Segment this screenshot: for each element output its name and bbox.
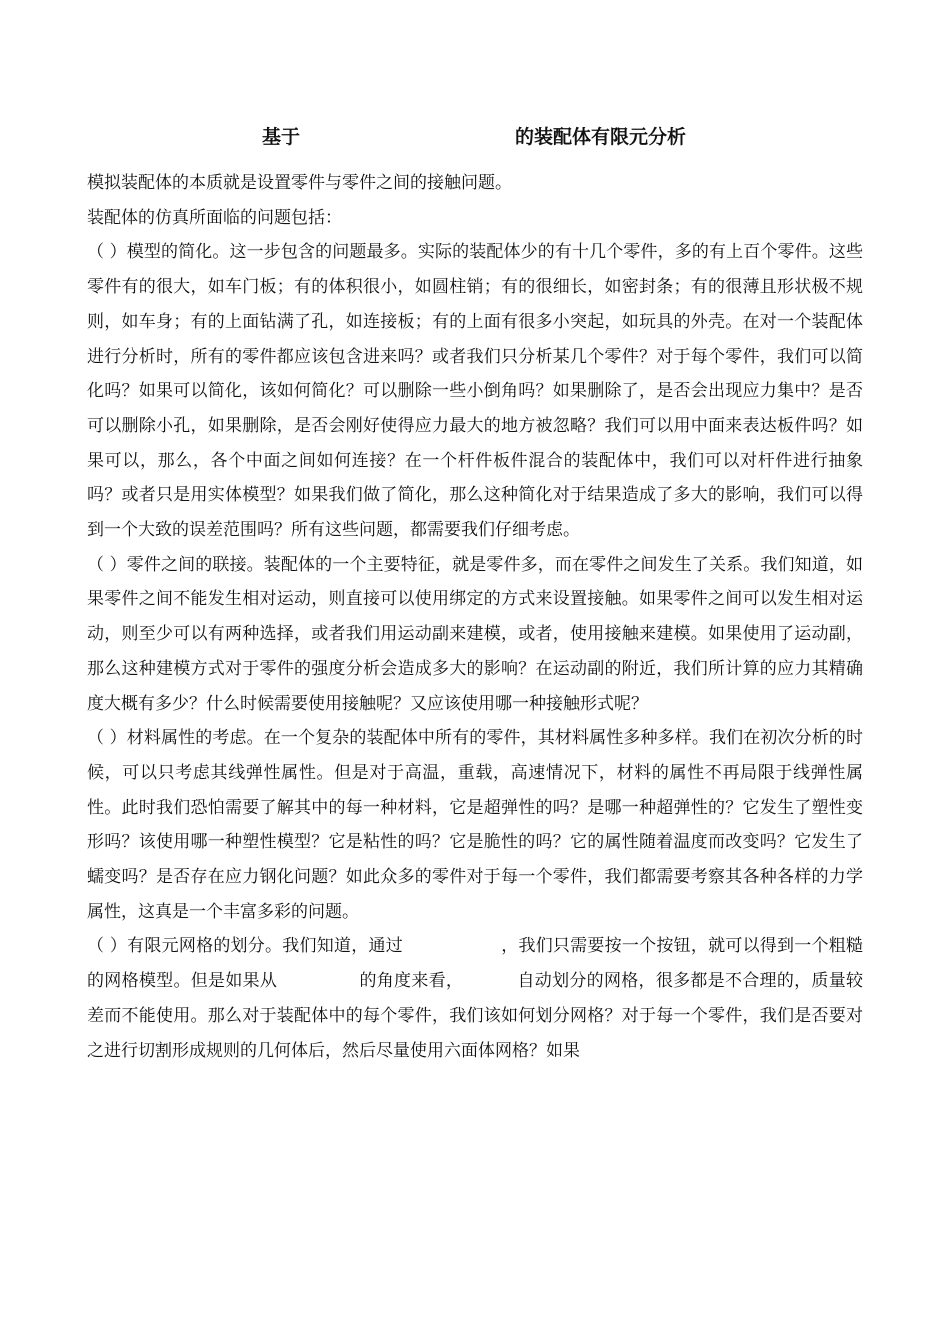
document-body [87, 166, 863, 1068]
intro-paragraph-2: 装配体的仿真所面临的问题包括： [87, 207, 342, 228]
paragraph-model-simplification: （ ）模型的简化。这一步包含的问题最多。实际的装配体少的有十几个零件，多的有上百个零件。这些零件有的很大，如车门板；有的体积很小，如圆柱销；有的很细长，如密封条；有的很薄且形状极不规则，如车身；有的上面钻满了孔，如连接板；有的上面有很多小突起，如玩具的外壳。在对一个装配体进行分析时，所有的零件都应该包含进来吗？或者我们只分析某几个零件？对于每个零件，我们可以简化吗？如果可以简化，该如何简化？可以删除一些小倒角吗？如果删除了，是否会出现应力集中？是否可以删除小孔，如果删除，是否会刚好使得应力最大的地方被忽略？我们可以用中面来表达板件吗？如果可以，那么，各个中面之间如何连接？在一个杆件板件混合的装配体中，我们可以对杆件进行抽象吗？或者只是用实体模型？如果我们做了简化，那么这种简化对于结果造成了多大的影响，我们可以得到一个大致的误差范围吗？所有这些问题，都需要我们仔细考虑。 [87, 242, 863, 541]
title-right: 的装配体有限元分析 [515, 126, 687, 148]
paragraph-material-properties: （ ）材料属性的考虑。在一个复杂的装配体中所有的零件，其材料属性多种多样。我们在初次分析的时候，可以只考虑其线弹性属性。但是对于高温，重载，高速情况下，材料的属性不再局限于线弹性属性。此时我们恐怕需要了解其中的每一种材料，它是超弹性的吗？是哪一种超弹性的？它发生了塑性变形吗？该使用哪一种塑性模型？它是粘性的吗？它是脆性的吗？它的属性随着温度而改变吗？它发生了蠕变吗？是否存在应力钢化问题？如此众多的零件对于每一个零件，我们都需要考察其各种各样的力学属性，这真是一个丰富多彩的问题。 [87, 728, 863, 922]
mesh-text-b: ，我们只需要按一个按钮，就可以得到一个粗糙的网格模型。但是如果从 [87, 936, 864, 992]
mesh-text-c: 的角度来看， [359, 971, 464, 992]
mesh-text-d: 自动划分的网格，很多都是不合理的，质量较差而不能使用。那么对于装配体中的每个零件，我们该如何划分网格？对于每一个零件，我们是否要对之进行切割形成规则的几何体后，然后尽量使用六面体网格？如果 [87, 971, 864, 1061]
paragraph-mesh-generation [87, 929, 863, 1068]
intro-paragraph-1: 模拟装配体的本质就是设置零件与零件之间的接触问题。 [87, 173, 512, 193]
document-title [0, 122, 950, 152]
mesh-text-a: （ ）有限元网格的划分。我们知道，通过 [87, 936, 403, 957]
title-left: 基于 [262, 126, 301, 148]
paragraph-part-connection: （ ）零件之间的联接。装配体的一个主要特征，就是零件多，而在零件之间发生了关系。我们知道，如果零件之间不能发生相对运动，则直接可以使用绑定的方式来设置接触。如果零件之间可以发生相对运动，则至少可以有两种选择，或者我们用运动副来建模，或者，使用接触来建模。如果使用了运动副，那么这种建模方式对于零件的强度分析会造成多大的影响？在运动副的附近，我们所计算的应力其精确度大概有多少？什么时候需要使用接触呢？又应该使用哪一种接触形式呢？ [87, 554, 863, 714]
